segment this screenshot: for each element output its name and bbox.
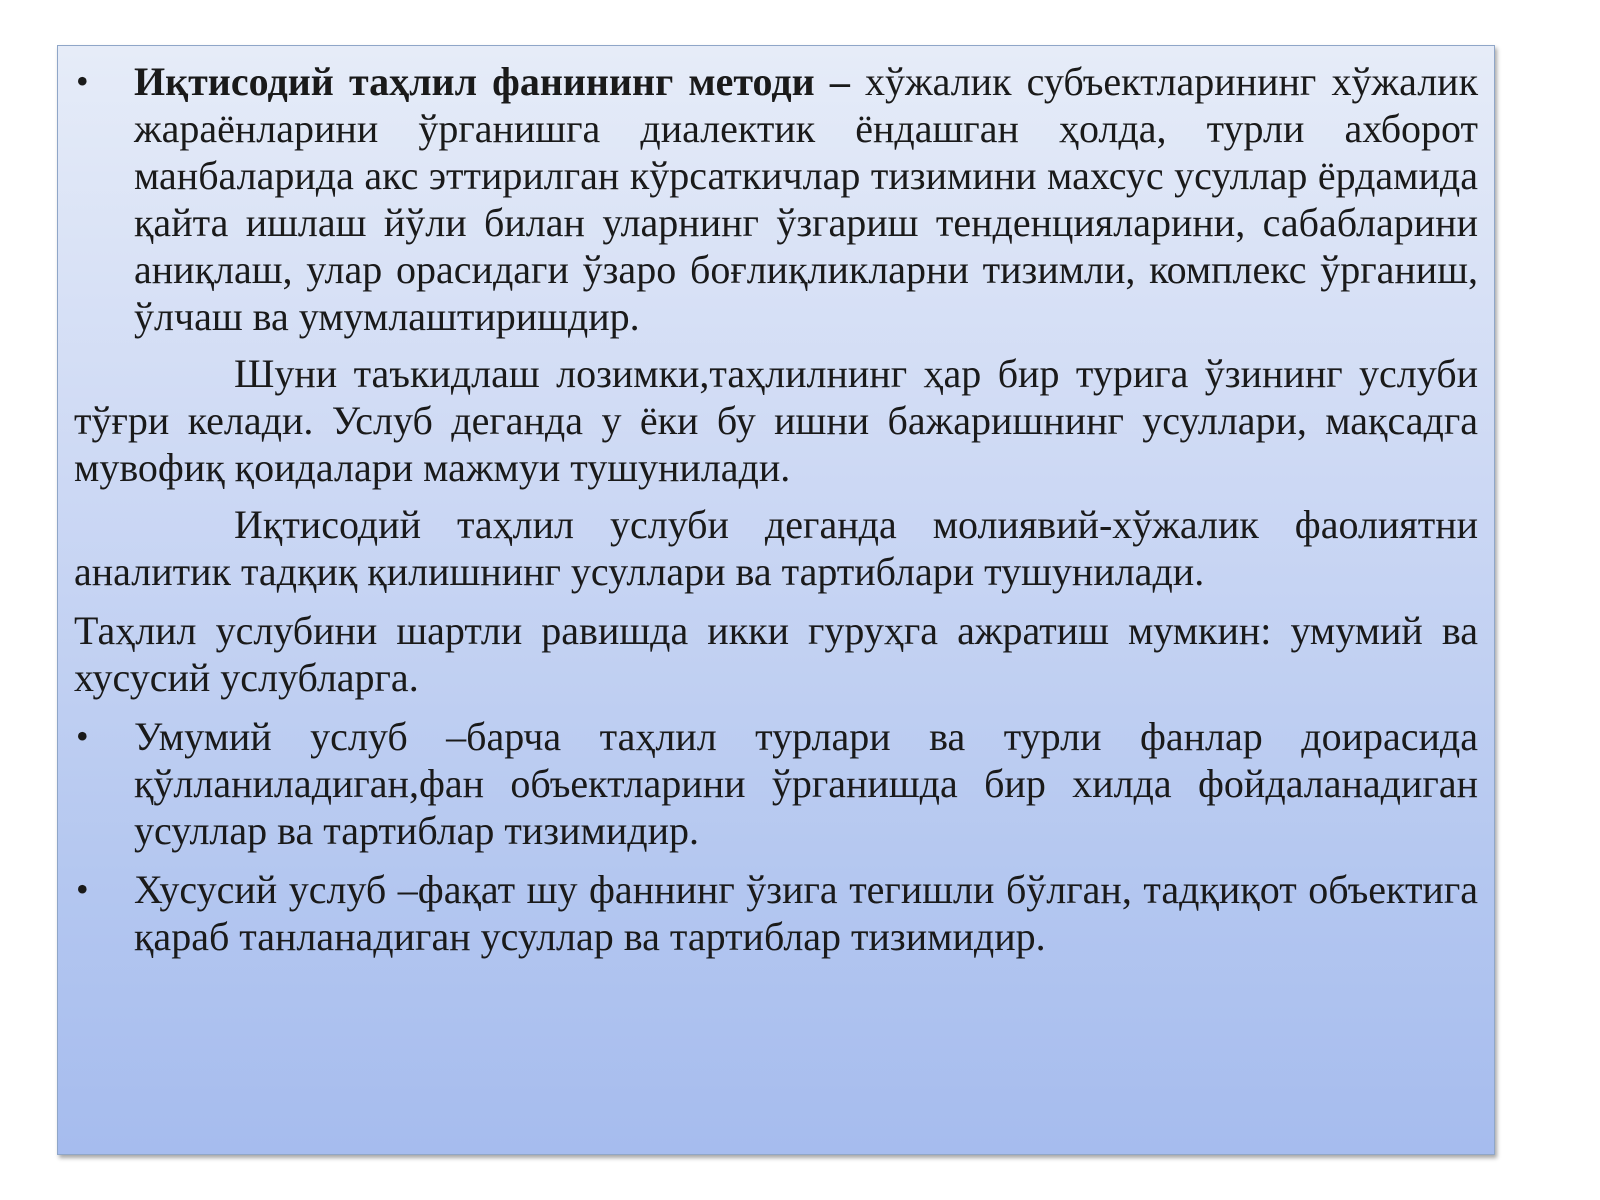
method-definition: [134, 58, 1478, 340]
paragraph-groups: Таҳлил услубини шартли равишда икки гуруҳга ажратиш мумкин: умумий ва хусусий услубларга.: [74, 608, 1478, 700]
paragraph-style-note: Шуни таъкидлаш лозимки,таҳлилнинг ҳар бир турига ўзининг услуби тўғри келади. Услуб деганда у ёки бу ишни бажаришнинг усуллари, мақсадга мувофиқ қоидалари мажмуи тушунилади.: [74, 351, 1478, 490]
bullet-item-special: [74, 866, 1478, 960]
slide-text-box: [57, 45, 1495, 1155]
bullet-item-method: [74, 58, 1478, 340]
general-style-definition: Умумий услуб –барча таҳлил турлари ва турли фанлар доирасида қўлланиладиган,фан объектларини ўрганишда бир хилда фойдаланадиган усуллар ва тартиблар тизимидир.: [134, 714, 1478, 853]
bullet-mark: •: [76, 869, 89, 909]
method-text: хўжалик субъектларининг хўжалик жараёнларини ўрганишга диалектик ёндашган ҳолда, турли ахборот манбаларида акс эттирилган кўрсаткичлар тизимини махсус усуллар ёрдамида қайта ишлаш йўли билан уларнинг ўзгариш тенденцияларини, сабабларини аниқлаш, улар орасидаги ўзаро боғлиқликларни тизимли, комплекс ўрганиш, ўлчаш ва умумлаштиришдир.: [134, 59, 1478, 339]
bullet-mark: •: [76, 716, 89, 756]
bullet-item-general: [74, 713, 1478, 854]
special-style-definition: Хусусий услуб –фақат шу фаннинг ўзига тегишли бўлган, тадқиқот объектига қараб танланадиган усуллар ва тартиблар тизимидир.: [134, 867, 1478, 959]
method-term: Иқтисодий таҳлил фанининг методи: [134, 59, 815, 104]
paragraph-analysis-style: Иқтисодий таҳлил услуби деганда молиявий-хўжалик фаолиятни аналитик тадқиқ қилишнинг усуллари ва тартиблари тушунилади.: [74, 502, 1478, 594]
bullet-mark: •: [76, 61, 89, 101]
method-dash: –: [814, 59, 865, 104]
